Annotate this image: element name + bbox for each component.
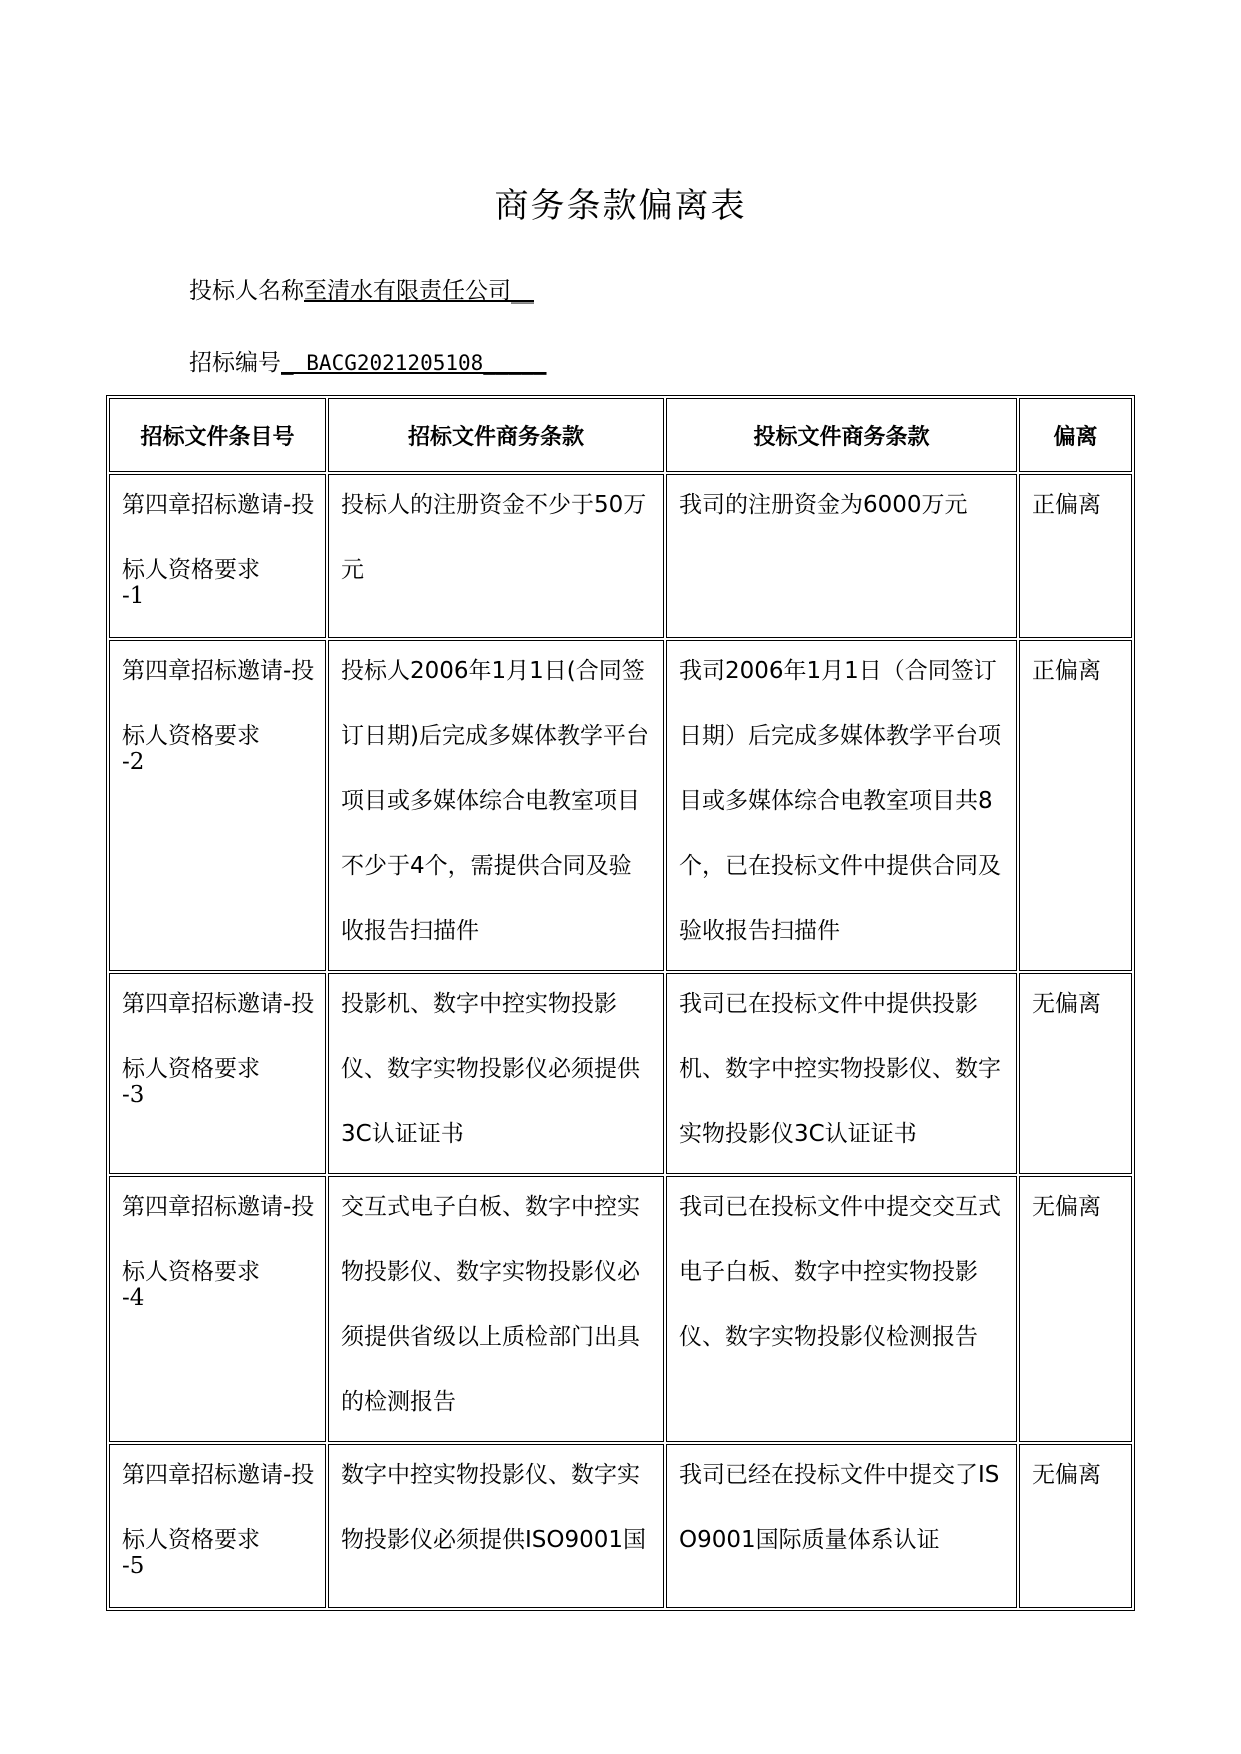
- tender-clause-cell: [328, 640, 664, 971]
- bid-clause-cell: [666, 1444, 1017, 1608]
- table-row: [109, 640, 1132, 971]
- deviation-cell: [1019, 474, 1132, 638]
- tender-clause-text: 投标人的注册资金不少于50万元: [341, 492, 647, 583]
- clause-no-text: 第四章招标邀请-投标人资格要求: [122, 1194, 315, 1285]
- tender-number-value: _ BACG2021205108_____: [281, 351, 547, 375]
- tender-clause-cell: [328, 474, 664, 638]
- bid-clause-text: 我司2006年1月1日（合同签订日期）后完成多媒体教学平台项目或多媒体综合电教室项目共8个，已在投标文件中提供合同及验收报告扫描件: [679, 658, 1001, 944]
- clause-no-cell: [109, 1176, 326, 1442]
- clause-no-suffix: -3: [122, 1082, 145, 1108]
- tender-clause-text: 投标人2006年1月1日(合同签订日期)后完成多媒体教学平台项目或多媒体综合电教室项目不少于4个，需提供合同及验收报告扫描件: [341, 658, 649, 944]
- tender-clause-text: 投影机、数字中控实物投影仪、数字实物投影仪必须提供3C认证证书: [341, 991, 640, 1147]
- bid-clause-text: 我司的注册资金为6000万元: [679, 492, 968, 518]
- clause-no-text: 第四章招标邀请-投标人资格要求: [122, 1462, 315, 1553]
- clause-no-suffix: -1: [122, 583, 145, 609]
- tender-number-label: 招标编号: [189, 350, 281, 376]
- clause-no-cell: [109, 973, 326, 1174]
- deviation-cell: [1019, 1444, 1132, 1608]
- header-deviation: 偏离: [1019, 398, 1132, 472]
- deviation-text: 无偏离: [1032, 1194, 1101, 1220]
- deviation-text: 正偏离: [1032, 658, 1101, 684]
- table-row: [109, 474, 1132, 638]
- deviation-cell: [1019, 973, 1132, 1174]
- clause-no-text: 第四章招标邀请-投标人资格要求: [122, 658, 315, 749]
- bid-clause-text: 我司已在投标文件中提交交互式电子白板、数字中控实物投影仪、数字实物投影仪检测报告: [679, 1194, 1001, 1350]
- table-row: [109, 1444, 1132, 1608]
- bid-clause-text: 我司已在投标文件中提供投影机、数字中控实物投影仪、数字实物投影仪3C认证证书: [679, 991, 1001, 1147]
- bidder-name-value: 至清水有限责任公司__: [304, 278, 534, 304]
- clause-no-suffix: -5: [122, 1553, 145, 1579]
- deviation-text: 正偏离: [1032, 492, 1101, 518]
- header-clause-no: 招标文件条目号: [109, 398, 326, 472]
- clause-no-cell: [109, 1444, 326, 1608]
- table-header-row: [109, 398, 1132, 472]
- header-tender-clause: 招标文件商务条款: [328, 398, 664, 472]
- bid-clause-text: 我司已经在投标文件中提交了ISO9001国际质量体系认证: [679, 1462, 1000, 1553]
- clause-no-suffix: -2: [122, 749, 145, 775]
- deviation-cell: [1019, 1176, 1132, 1442]
- bid-clause-cell: [666, 1176, 1017, 1442]
- tender-clause-cell: [328, 1444, 664, 1608]
- table-row: [109, 1176, 1132, 1442]
- bidder-name-line: [189, 272, 534, 305]
- clause-no-text: 第四章招标邀请-投标人资格要求: [122, 991, 315, 1082]
- tender-clause-text: 数字中控实物投影仪、数字实物投影仪必须提供ISO9001国: [341, 1462, 647, 1553]
- bid-clause-cell: [666, 973, 1017, 1174]
- commercial-deviation-table: [106, 395, 1135, 1611]
- deviation-text: 无偏离: [1032, 1462, 1101, 1488]
- header-bid-clause: 投标文件商务条款: [666, 398, 1017, 472]
- tender-clause-cell: [328, 973, 664, 1174]
- clause-no-suffix: -4: [122, 1285, 145, 1311]
- deviation-text: 无偏离: [1032, 991, 1101, 1017]
- bid-clause-cell: [666, 474, 1017, 638]
- bidder-name-label: 投标人名称: [189, 278, 304, 304]
- clause-no-text: 第四章招标邀请-投标人资格要求: [122, 492, 315, 583]
- deviation-cell: [1019, 640, 1132, 971]
- document-title: 商务条款偏离表: [494, 186, 747, 226]
- clause-no-cell: [109, 474, 326, 638]
- table-row: [109, 973, 1132, 1174]
- tender-number-line: [189, 344, 547, 377]
- clause-no-cell: [109, 640, 326, 971]
- tender-clause-cell: [328, 1176, 664, 1442]
- tender-clause-text: 交互式电子白板、数字中控实物投影仪、数字实物投影仪必须提供省级以上质检部门出具的检测报告: [341, 1194, 640, 1415]
- bid-clause-cell: [666, 640, 1017, 971]
